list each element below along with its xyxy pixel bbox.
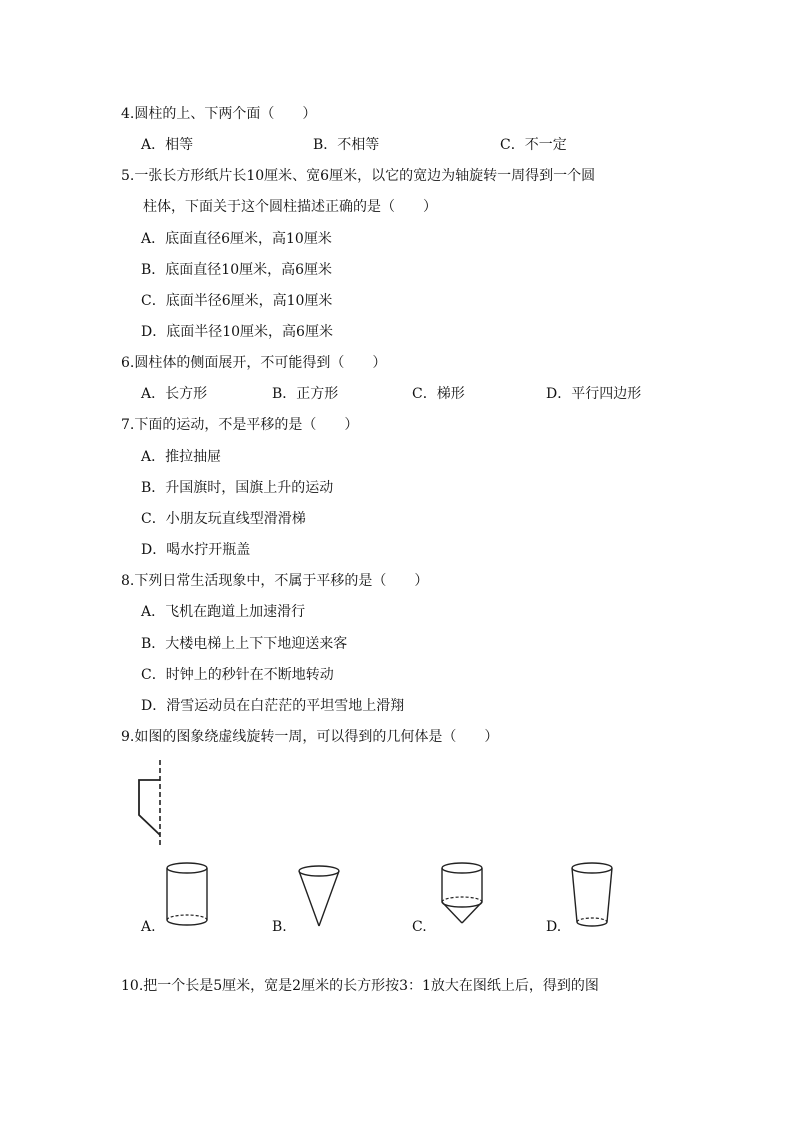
q7-option-b: B．升国旗时，国旗上升的运动 bbox=[141, 480, 334, 496]
q9-option-b: B. bbox=[272, 919, 287, 935]
q9-option-c: C. bbox=[412, 919, 427, 935]
question-8-stem: 8.下列日常生活现象中，不属于平移的是（ ） bbox=[121, 573, 429, 589]
cylinder-cone-figure bbox=[439, 860, 485, 928]
q6-option-d: D．平行四边形 bbox=[546, 386, 642, 402]
question-10-stem: 10.把一个长是5厘米，宽是2厘米的长方形按3：1放大在图纸上后，得到的图 bbox=[121, 978, 599, 994]
q7-option-d: D．喝水拧开瓶盖 bbox=[141, 542, 251, 558]
cylinder-figure bbox=[163, 860, 213, 930]
question-7-stem: 7.下面的运动，不是平移的是（ ） bbox=[121, 417, 359, 433]
question-5-stem: 5.一张长方形纸片长10厘米、宽6厘米，以它的宽边为轴旋转一周得到一个圆 bbox=[121, 168, 596, 184]
question-6-stem: 6.圆柱体的侧面展开，不可能得到（ ） bbox=[121, 355, 387, 371]
q7-option-a: A．推拉抽屉 bbox=[141, 449, 222, 465]
q7-option-c: C．小朋友玩直线型滑滑梯 bbox=[141, 511, 306, 527]
question-5-stem-continued: 柱体，下面关于这个圆柱描述正确的是（ ） bbox=[143, 199, 437, 215]
q9-option-d: D. bbox=[546, 919, 562, 935]
q5-option-c: C．底面半径6厘米，高10厘米 bbox=[141, 293, 333, 309]
q5-option-d: D．底面半径10厘米，高6厘米 bbox=[141, 324, 333, 340]
q5-option-b: B．底面直径10厘米，高6厘米 bbox=[141, 262, 333, 278]
q6-option-a: A．长方形 bbox=[141, 386, 208, 402]
q8-option-c: C．时钟上的秒针在不断地转动 bbox=[141, 667, 334, 683]
q4-option-c: C．不一定 bbox=[500, 137, 567, 153]
question-4-stem: 4.圆柱的上、下两个面（ ） bbox=[121, 106, 317, 122]
q8-option-d: D．滑雪运动员在白茫茫的平坦雪地上滑翔 bbox=[141, 698, 405, 714]
q6-option-b: B．正方形 bbox=[272, 386, 339, 402]
rotation-figure bbox=[130, 760, 170, 850]
question-9-stem: 9.如图的图象绕虚线旋转一周，可以得到的几何体是（ ） bbox=[121, 729, 499, 745]
q8-option-b: B．大楼电梯上上下下地迎送来客 bbox=[141, 636, 348, 652]
rotation-shape-outline bbox=[139, 780, 160, 835]
frustum-figure bbox=[570, 860, 616, 930]
q6-option-c: C．梯形 bbox=[412, 386, 465, 402]
q9-option-a: A. bbox=[141, 919, 156, 935]
q4-option-a: A．相等 bbox=[141, 137, 194, 153]
q4-option-b: B．不相等 bbox=[313, 137, 380, 153]
cone-figure bbox=[297, 862, 341, 930]
q8-option-a: A．飞机在跑道上加速滑行 bbox=[141, 604, 306, 620]
q5-option-a: A．底面直径6厘米，高10厘米 bbox=[141, 231, 332, 247]
